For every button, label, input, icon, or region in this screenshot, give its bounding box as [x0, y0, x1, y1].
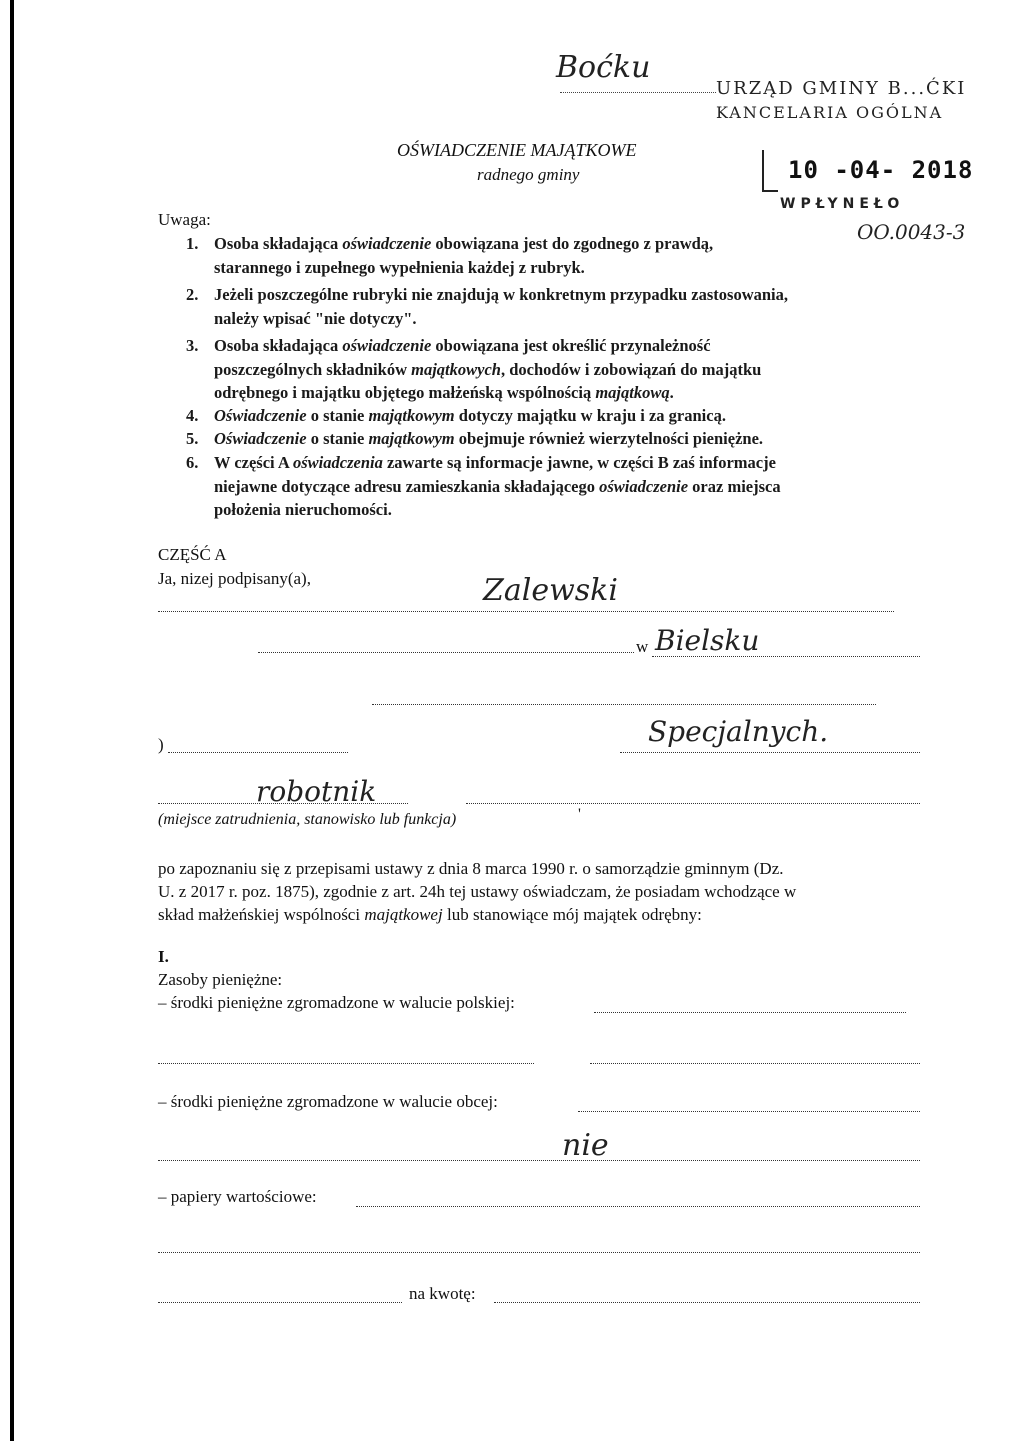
caption-mark: ' [578, 806, 581, 823]
stamp-handwriting: Boćku [556, 50, 651, 85]
job-dotted-line-right [466, 803, 920, 804]
stamp-bracket [762, 150, 778, 192]
stamp-dotted-line [560, 92, 716, 93]
scan-edge [10, 0, 14, 1441]
stamp-office-line1: URZĄD GMINY B...ĆKI [716, 78, 967, 99]
amount-label: na kwotę: [409, 1284, 476, 1303]
employment-caption: (miejsce zatrudnienia, stanowisko lub funkcja) [158, 811, 457, 828]
securities-dotted-line [356, 1206, 920, 1207]
amount-dotted-line-left [158, 1302, 402, 1303]
declarant-label: Ja, nizej podpisany(a), [158, 569, 311, 588]
note-2: 2. Jeżeli poszczególne rubryki nie znajdują w konkretnym przypadku zastosowania, należy wpisać "nie dotyczy". [186, 285, 789, 328]
part-a-heading: CZĘŚĆ A [158, 545, 227, 564]
pln-dotted-line [594, 1012, 906, 1013]
foreign-label: – środki pieniężne zgromadzone w walucie obcej: [158, 1092, 498, 1111]
declarant-name-handwritten: Zalewski [483, 573, 618, 608]
securities-dotted-line-2 [158, 1252, 920, 1253]
stamp-office-line2: KANCELARIA OGÓLNA [716, 103, 944, 122]
workplace-dotted-line-left [168, 752, 348, 753]
statement-text: po zapoznaniu się z przepisami ustawy z dnia 8 marca 1990 r. o samorządzie gminnym (Dz. U. z 2017 r. poz. 1875), zgodnie z art. 24h tej ustawy oświadczam, że posiadam wchodzące w skład małżeńskiej wspólności majątkowej lub stanowiące mój majątek odrębny: [158, 859, 797, 924]
place-handwritten: Bielsku [655, 624, 760, 657]
note-3: 3. Osoba składająca oświadczenie obowiązana jest określić przynależność poszczególnych składników majątkowych, dochodów i zobowiązań do majątku odrębnego i majątku objętego małżeńską wspólnością majątkową. [186, 336, 762, 402]
job-handwritten: robotnik [256, 775, 377, 808]
note-4: 4. Oświadczenie o stanie majątkowym dotyczy majątku w kraju i za granicą. [186, 406, 726, 425]
foreign-handwritten: nie [562, 1128, 609, 1163]
birth-dotted-line [258, 652, 634, 653]
stamp-number: OO.0043-3 [857, 220, 966, 244]
foreign-dotted-line-2 [158, 1160, 920, 1161]
uwaga-label: Uwaga: [158, 210, 211, 229]
note-5: 5. Oświadczenie o stanie majątkowym obejmuje również wierzytelności pieniężne. [186, 429, 764, 448]
place-dotted-line [652, 656, 920, 657]
stamp-date: 10 -04- 2018 [788, 156, 974, 184]
special-handwritten: Specjalnych. [648, 715, 829, 748]
note-1: 1. Osoba składająca oświadczenie obowiązana jest do zgodnego z prawdą, starannego i zupełnego wypełnienia każdej z rubryk. [186, 234, 714, 277]
pln-label: – środki pieniężne zgromadzone w walucie polskiej: [158, 993, 515, 1012]
section-title: Zasoby pieniężne: [158, 970, 283, 989]
note-6: 6. W części A oświadczenia zawarte są informacje jawne, w części B zaś informacje niejawne dotyczące adresu zamieszkania składającego oświadczenie oraz miejsca położenia nieruchomości. [186, 453, 781, 519]
pln-dotted-line-2a [158, 1063, 534, 1064]
bracket-mark: ) [158, 735, 164, 754]
amount-dotted-line [494, 1302, 920, 1303]
document-subtitle: radnego gminy [477, 165, 580, 184]
section-roman: I. [158, 947, 169, 966]
workplace-dotted-line-right [620, 752, 920, 753]
name-dotted-line [158, 611, 894, 612]
extra-dotted-line [372, 704, 876, 705]
pln-dotted-line-2b [590, 1063, 920, 1064]
w-label: w [636, 637, 649, 656]
stamp-wplynelo: WPŁYNEŁO [780, 196, 905, 212]
document-title: OŚWIADCZENIE MAJĄTKOWE [397, 140, 637, 160]
foreign-dotted-line [578, 1111, 920, 1112]
job-dotted-line-left [158, 803, 408, 804]
securities-label: – papiery wartościowe: [158, 1187, 317, 1206]
